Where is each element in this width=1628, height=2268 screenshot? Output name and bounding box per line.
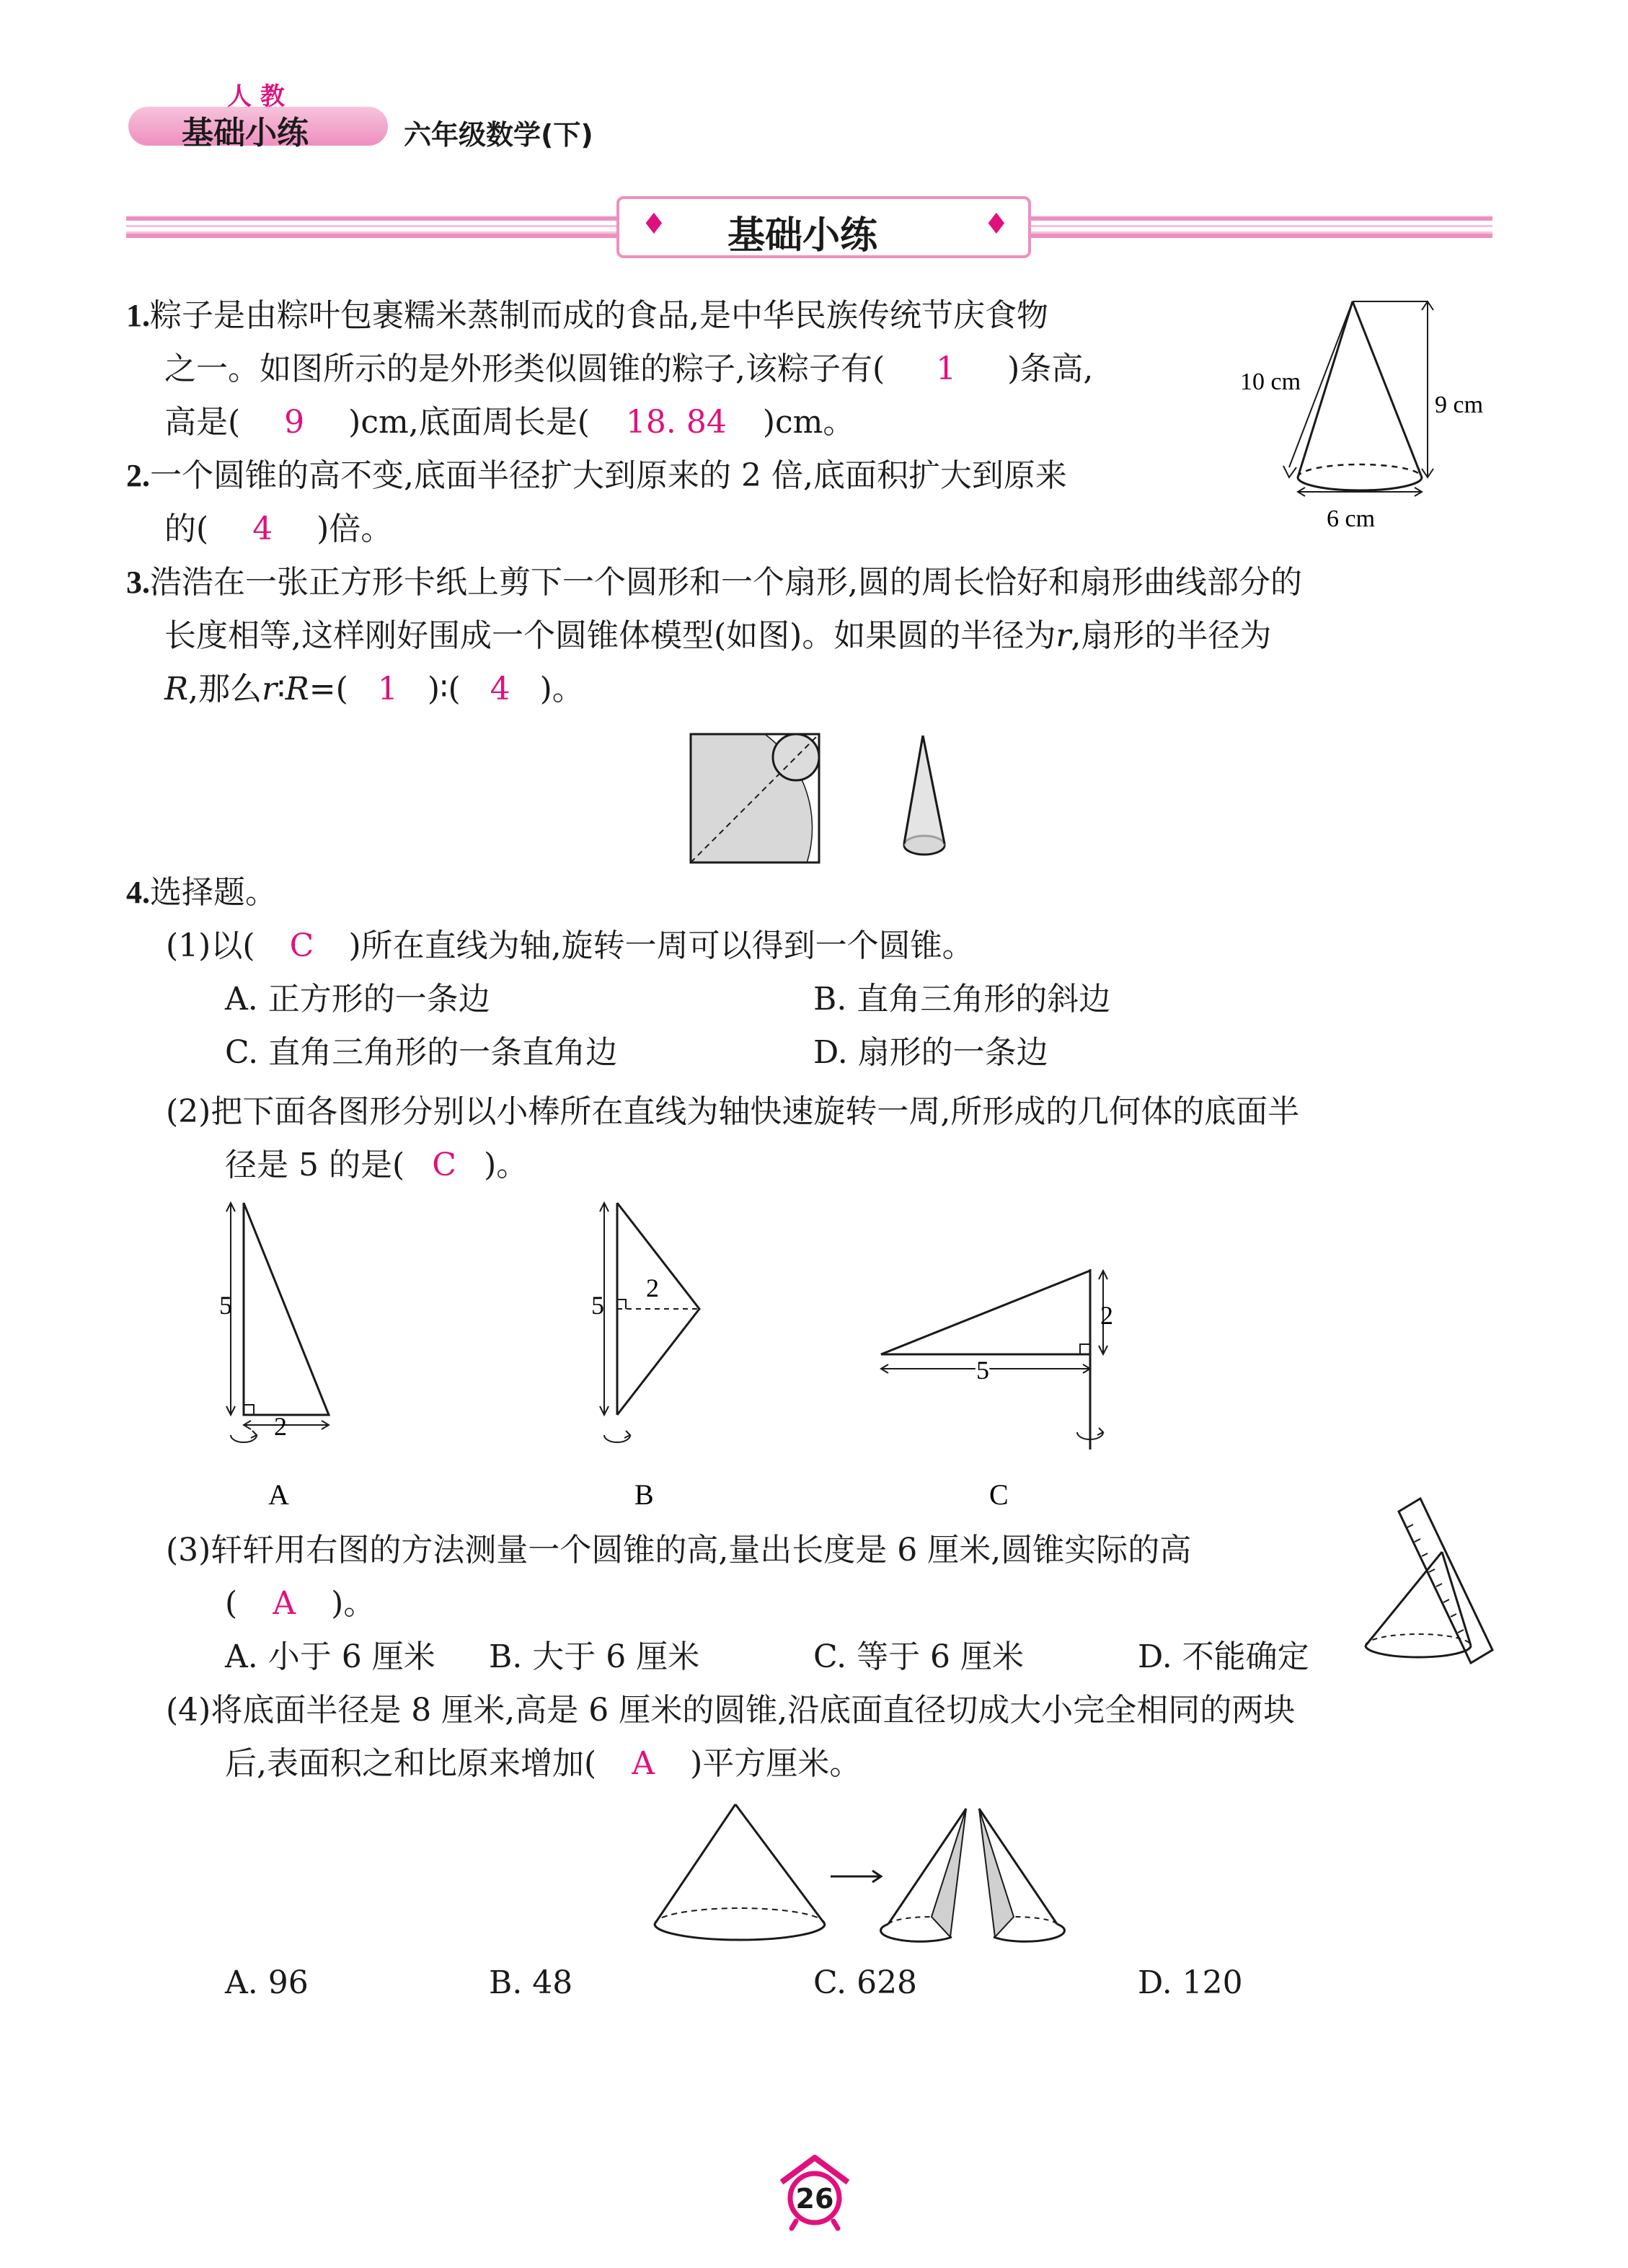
q4-2-figure-a: [219, 1203, 329, 1511]
q3-square-figure: [685, 728, 973, 873]
q3-line3: R,那么r∶R=( 1 )∶( 4 )。: [164, 662, 584, 717]
q4-number: 4.: [126, 875, 150, 910]
q4-2-line2: 径是 5 的是( C )。: [225, 1138, 528, 1193]
q1-line1: 1.粽子是由粽叶包裹糯米蒸制而成的食品,是中华民族传统节庆食物: [126, 297, 1048, 334]
q4-2-label-a: A: [268, 1478, 289, 1511]
q4-4-answer: A: [632, 1745, 655, 1782]
svg-text:5: 5: [976, 1356, 989, 1385]
svg-text:2: 2: [274, 1412, 287, 1441]
q4-4-option-b: B. 48: [489, 1964, 573, 2001]
header: [123, 71, 685, 157]
q1-diameter-label: 6 cm: [1327, 506, 1376, 532]
q4-4-option-d: D. 120: [1138, 1964, 1243, 2001]
diamond-left-icon: ♦: [641, 208, 667, 241]
page-number-badge: [771, 2153, 858, 2233]
q4-1-option-c: C. 直角三角形的一条直角边: [225, 1034, 618, 1071]
q4-1-answer: C: [289, 927, 314, 964]
q3-number: 3.: [126, 565, 150, 600]
q4-3-option-b: B. 大于 6 厘米: [489, 1638, 700, 1675]
q1-cone-figure: [1226, 288, 1514, 534]
header-series: 基础小练: [182, 115, 309, 151]
q1-line2: 之一。如图所示的是外形类似圆锥的粽子,该粽子有( 1 )条高,: [164, 342, 1093, 397]
q4-3-line1: (3)轩轩用右图的方法测量一个圆锥的高,量出长度是 6 厘米,圆锥实际的高: [166, 1532, 1192, 1568]
section-rule-right: [1031, 216, 1492, 238]
q3-line2: 长度相等,这样刚好围成一个圆锥体模型(如图)。如果圆的半径为r,扇形的半径为: [164, 617, 1272, 654]
q4-1-option-b: B. 直角三角形的斜边: [813, 981, 1111, 1018]
q4-1-option-a: A. 正方形的一条边: [225, 981, 490, 1018]
q1-number: 1.: [126, 298, 150, 333]
q4-4-line2: 后,表面积之和比原来增加( A )平方厘米。: [225, 1737, 861, 1791]
q4-3-ruler-cone-figure: [1355, 1486, 1500, 1673]
header-publisher: 人 教: [227, 82, 285, 111]
q1-answer-2: 9: [284, 404, 305, 441]
q4-4-line1: (4)将底面半径是 8 厘米,高是 6 厘米的圆锥,沿底面直径切成大小完全相同的两块: [166, 1692, 1296, 1729]
svg-text:5: 5: [219, 1291, 232, 1320]
section-rule-left: [126, 216, 616, 238]
q4-4-cone-cut-figure: [649, 1796, 1125, 1969]
section-title-box: [616, 196, 1031, 258]
diamond-right-icon: ♦: [983, 208, 1009, 241]
q1-answer-1: 1: [936, 350, 957, 387]
svg-text:5: 5: [591, 1291, 604, 1320]
q4-3-option-d: D. 不能确定: [1138, 1638, 1309, 1675]
q1-line3: 高是( 9 )cm,底面周长是( 18. 84 )cm。: [164, 395, 854, 450]
q4-2-figures: [202, 1190, 1182, 1522]
q4-4-option-c: C. 628: [813, 1964, 918, 2001]
q4-2-figure-c: [881, 1269, 1113, 1511]
q4-3-answer: A: [273, 1585, 296, 1622]
q3-line1: 3.浩浩在一张正方形卡纸上剪下一个圆形和一个扇形,圆的周长恰好和扇形曲线部分的: [126, 564, 1302, 601]
q1-slant-label: 10 cm: [1240, 369, 1301, 395]
q4-1-stem: (1)以( C )所在直线为轴,旋转一周可以得到一个圆锥。: [166, 919, 974, 974]
q3-answer-2: 4: [490, 671, 510, 707]
q2-answer: 4: [252, 511, 273, 547]
q4-3-option-c: C. 等于 6 厘米: [813, 1638, 1025, 1675]
svg-text:2: 2: [1100, 1301, 1113, 1330]
q2-line1: 2.一个圆锥的高不变,底面半径扩大到原来的 2 倍,底面积扩大到原来: [126, 457, 1067, 494]
q3-answer-1: 1: [377, 671, 398, 707]
q2-line2: 的( 4 )倍。: [164, 502, 392, 557]
q4-2-label-b: B: [634, 1478, 654, 1511]
svg-text:2: 2: [646, 1274, 659, 1302]
q4-2-line1: (2)把下面各图形分别以小棒所在直线为轴快速旋转一周,所形成的几何体的底面半: [166, 1093, 1300, 1130]
q2-number: 2.: [126, 458, 150, 493]
q4-2-answer: C: [432, 1147, 456, 1183]
q4-4-option-a: A. 96: [225, 1964, 309, 2001]
header-grade: 六年级数学(下): [404, 119, 593, 151]
page-number: 26: [795, 2183, 834, 2215]
section-title: 基础小练: [727, 214, 878, 257]
q1-answer-3: 18. 84: [625, 404, 727, 441]
q1-height-label: 9 cm: [1435, 392, 1484, 418]
q4-1-option-d: D. 扇形的一条边: [813, 1034, 1048, 1071]
q4-title: 4.选择题。: [126, 874, 277, 911]
q4-2-label-c: C: [989, 1478, 1009, 1511]
q4-3-line2: ( A )。: [225, 1576, 375, 1631]
q4-2-figure-b: [591, 1203, 699, 1511]
q4-3-option-a: A. 小于 6 厘米: [225, 1638, 435, 1675]
